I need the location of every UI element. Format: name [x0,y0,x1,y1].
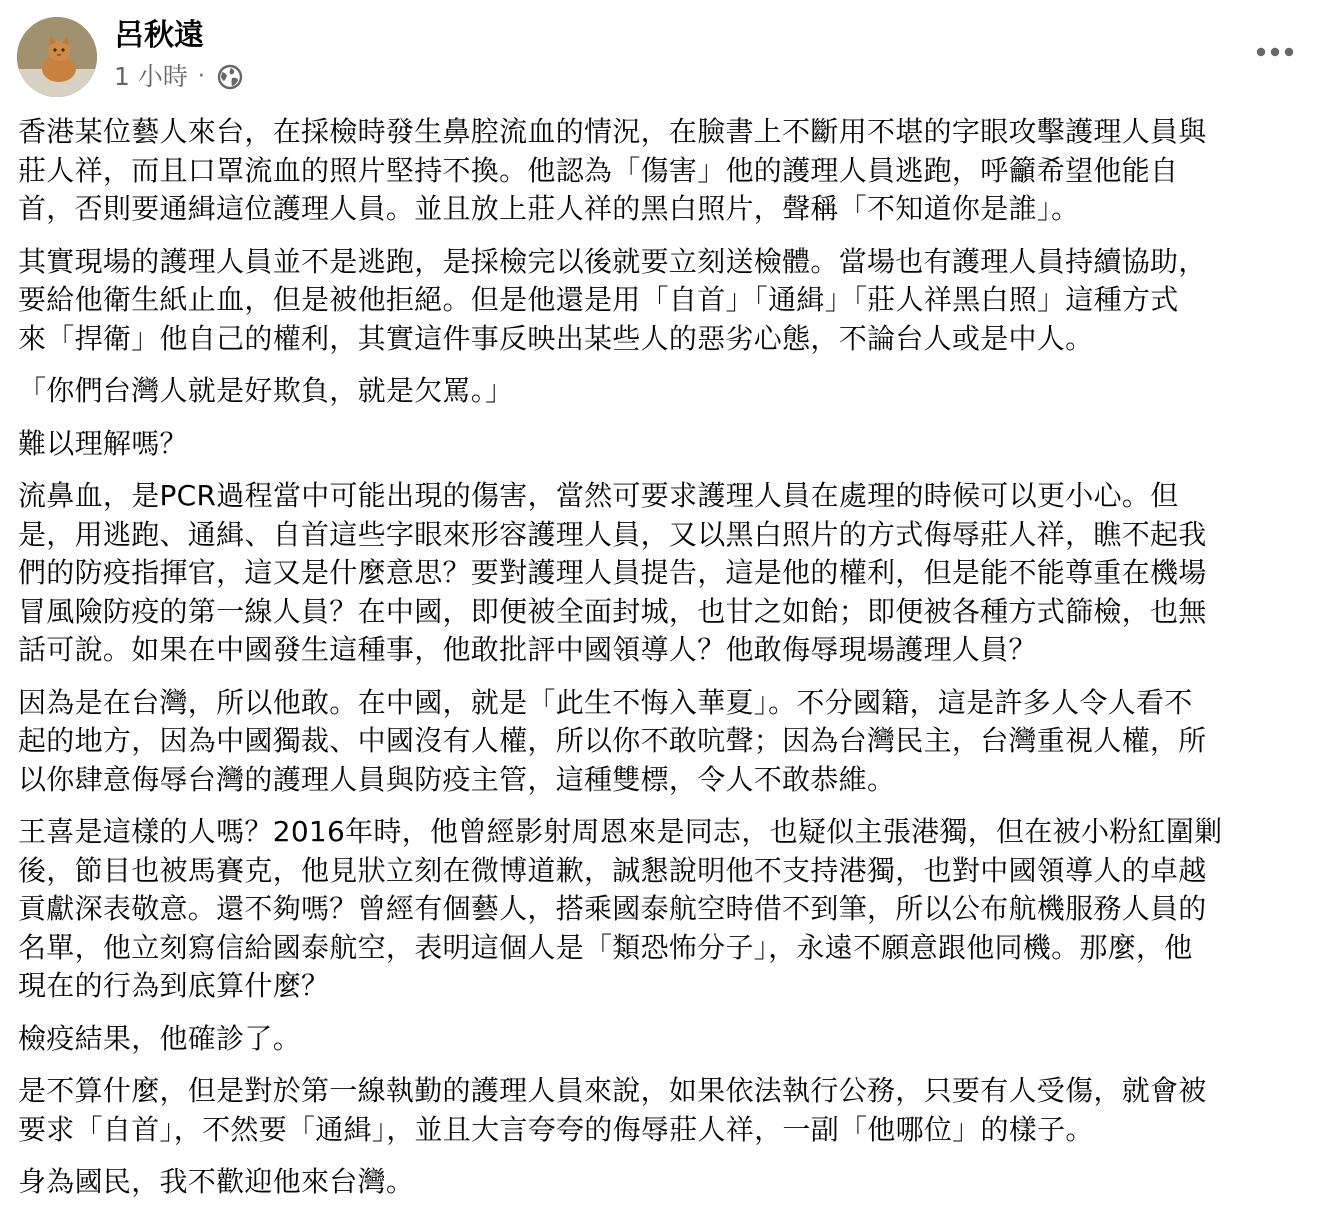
post-paragraph: 王喜是這樣的人嗎？2016年時，他曾經影射周恩來是同志，也疑似主張港獨，但在被小粉紅圍剿 後，節目也被馬賽克，他見狀立刻在微博道歉，誠懇說明他不支持港獨，也對中國領導人的卓越 貢獻深表敬意。還不夠嗎？曾經有個藝人，搭乘國泰航空時借不到筆，所以公布航機服務人員的 名單，他立刻寫信給國泰航空，表明這個人是「類恐怖分子」，永遠不願意跟他同機。那麼，他 現在的行為到底算什麼？ [18,815,1223,1002]
post-paragraph: 檢疫結果，他確診了。 [18,1021,302,1055]
more-options-icon [1255,46,1295,58]
post-paragraph: 香港某位藝人來台，在採檢時發生鼻腔流血的情況，在臉書上不斷用不堪的字眼攻擊護理人員與 莊人祥，而且口罩流血的照片堅持不換。他認為「傷害」他的護理人員逃跑，呼籲希望他能自 首，否則要通緝這位護理人員。並且放上莊人祥的黑白照片，聲稱「不知道你是誰」。 [18,115,1207,225]
author-name[interactable]: 呂秋遠 [114,18,204,53]
post-paragraph: 因為是在台灣，所以他敢。在中國，就是「此生不悔入華夏」。不分國籍，這是許多人令人看不 起的地方，因為中國獨裁、中國沒有人權，所以你不敢吭聲；因為台灣民主，台灣重視人權，所 以你肆意侮辱台灣的護理人員與防疫主管，這種雙標，令人不敢恭維。 [18,685,1207,796]
post-paragraph: 是不算什麼，但是對於第一線執勤的護理人員來說，如果依法執行公務，只要有人受傷，就會被 要求「自首」，不然要「通緝」，並且大言夸夸的侮辱莊人祥，一副「他哪位」的樣子。 [18,1074,1207,1146]
post-paragraph: 身為國民，我不歡迎他來台灣。 [18,1165,415,1198]
post-text [18,113,1313,1216]
cat-avatar-icon [17,17,97,97]
post-meta [114,60,243,94]
more-options-button[interactable] [1251,32,1299,72]
post-timestamp[interactable]: 1 小時 [114,62,188,91]
post-paragraph: 其實現場的護理人員並不是逃跑，是採檢完以後就要立刻送檢體。當場也有護理人員持續協助， 要給他衛生紙止血，但是被他拒絕。但是他還是用「自首」「通緝」「莊人祥黑白照」這種方式 來「捍衛」他自己的權利，其實這件事反映出某些人的惡劣心態，不論台人或是中人。 [18,244,1207,355]
meta-separator: · [197,64,205,89]
post-paragraph: 流鼻血，是PCR過程當中可能出現的傷害，當然可要求護理人員在處理的時候可以更小心。但 是，用逃跑、通緝、自首這些字眼來形容護理人員，又以黑白照片的方式侮辱莊人祥，瞧不起我 們的防疫指揮官，這又是什麼意思？要對護理人員提告，這是他的權利，但是能不能尊重在機場 冒風險防疫的第一線人員？在中國，即便被全面封城，也甘之如飴；即便被各種方式篩檢，也無 話可說。如果在中國發生這種事，他敢批評中國領導人？他敢侮辱現場護理人員？ [18,479,1207,666]
author-avatar[interactable] [17,17,97,97]
post-paragraph: 難以理解嗎？ [18,426,188,460]
post-header [0,0,1325,100]
globe-icon[interactable] [217,64,243,90]
post-paragraph: 「你們台灣人就是好欺負，就是欠罵。」 [18,374,514,407]
